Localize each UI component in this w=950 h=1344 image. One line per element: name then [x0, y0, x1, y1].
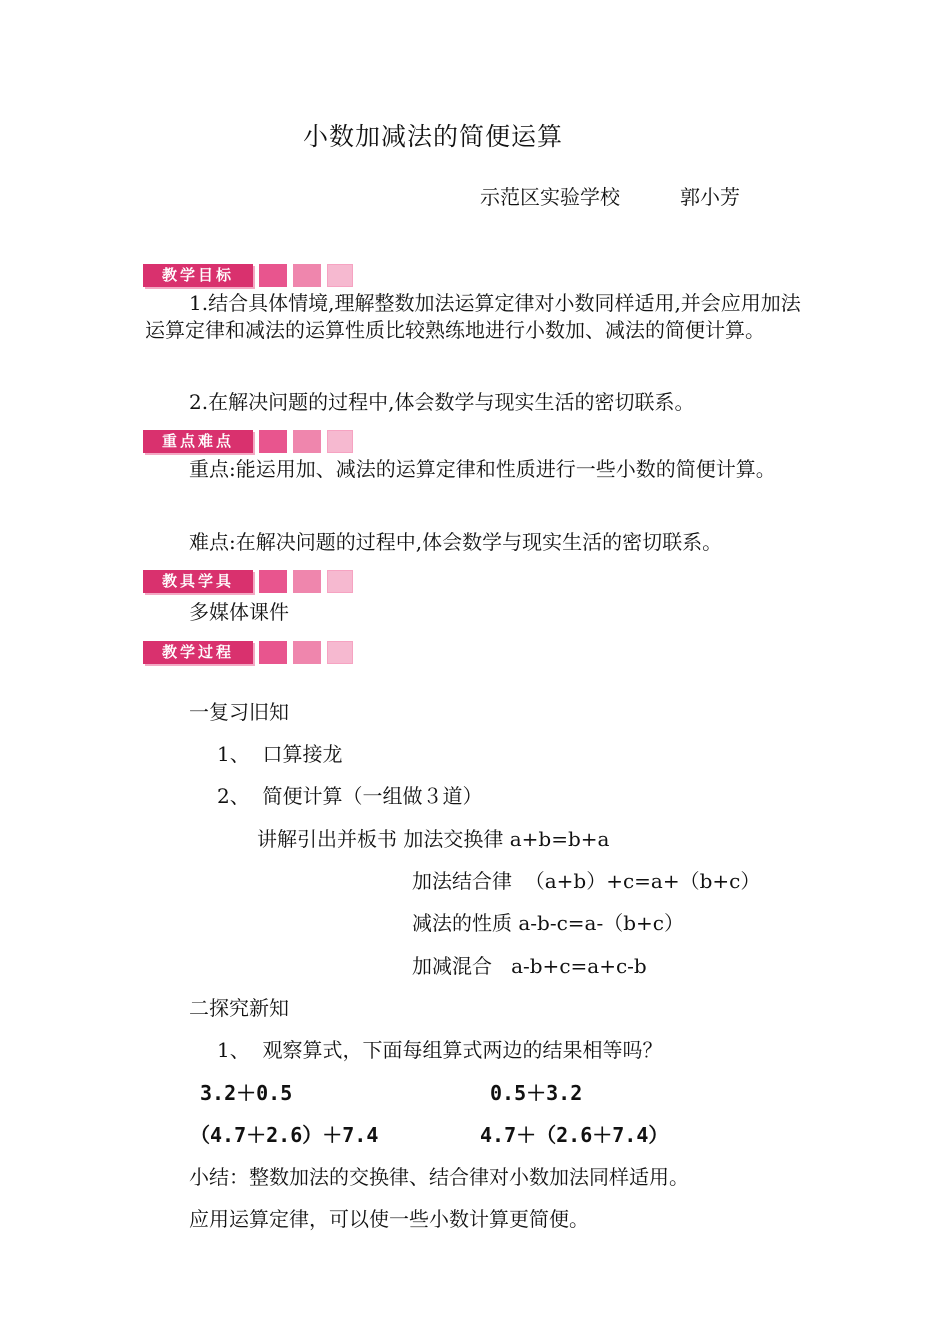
decor-square [259, 430, 287, 453]
author-school: 示范区实验学校 [480, 185, 620, 209]
section-label: 教学过程 [143, 641, 253, 664]
section-label: 重点难点 [143, 430, 253, 453]
section-label: 教学目标 [143, 264, 253, 287]
law-associative: 加法结合律 （a+b）+c=a+（b+c） [412, 869, 761, 893]
review-item-2: 2、 简便计算（一组做３道） [217, 784, 483, 808]
decor-square [327, 264, 353, 287]
decor-square [293, 641, 321, 664]
section-label: 教具学具 [143, 570, 253, 593]
review-heading: 一复习旧知 [189, 700, 289, 724]
decor-square [259, 641, 287, 664]
explore-heading: 二探究新知 [189, 996, 289, 1020]
decor-square [293, 264, 321, 287]
equation-1-left: 3.2＋0.5 [200, 1081, 293, 1105]
summary-line-1: 小结：整数加法的交换律、结合律对小数加法同样适用。 [189, 1165, 689, 1189]
decor-square [327, 430, 353, 453]
decor-square [293, 430, 321, 453]
decor-square [293, 570, 321, 593]
law-subtraction: 减法的性质 a-b-c=a-（b+c） [412, 911, 685, 935]
decor-square [327, 641, 353, 664]
law-mixed: 加减混合 a-b+c=a+c-b [412, 954, 647, 978]
section-banner-goals [143, 264, 355, 291]
decor-square [327, 570, 353, 593]
equation-2-right: 4.7＋（2.6＋7.4） [480, 1123, 669, 1147]
section-banner-process [143, 641, 355, 668]
goal-paragraph-1: 1.结合具体情境,理解整数加法运算定律对小数同样适用,并会应用加法运算定律和减法的运算性质比较熟练地进行小数加、减法的简便计算。 [145, 291, 801, 342]
author-name: 郭小芳 [680, 185, 740, 209]
equation-2-left: （4.7＋2.6）＋7.4 [190, 1123, 379, 1147]
section-banner-tools [143, 570, 355, 597]
key-point-paragraph: 重点:能运用加、减法的运算定律和性质进行一些小数的简便计算。 [189, 457, 776, 481]
board-intro: 讲解引出并板书 加法交换律 a+b=b+a [257, 827, 610, 851]
decor-square [259, 264, 287, 287]
decor-square [259, 570, 287, 593]
page-title: 小数加减法的简便运算 [303, 122, 564, 151]
section-banner-key-points [143, 430, 355, 457]
equation-1-right: 0.5＋3.2 [490, 1081, 583, 1105]
explore-item-1: 1、 观察算式，下面每组算式两边的结果相等吗？ [217, 1038, 663, 1062]
summary-line-2: 应用运算定律，可以使一些小数计算更简便。 [189, 1207, 589, 1231]
tools-paragraph: 多媒体课件 [189, 600, 289, 624]
review-item-1: 1、 口算接龙 [217, 742, 343, 766]
goal-paragraph-2: 2.在解决问题的过程中,体会数学与现实生活的密切联系。 [189, 390, 695, 414]
difficulty-paragraph: 难点:在解决问题的过程中,体会数学与现实生活的密切联系。 [189, 530, 723, 554]
